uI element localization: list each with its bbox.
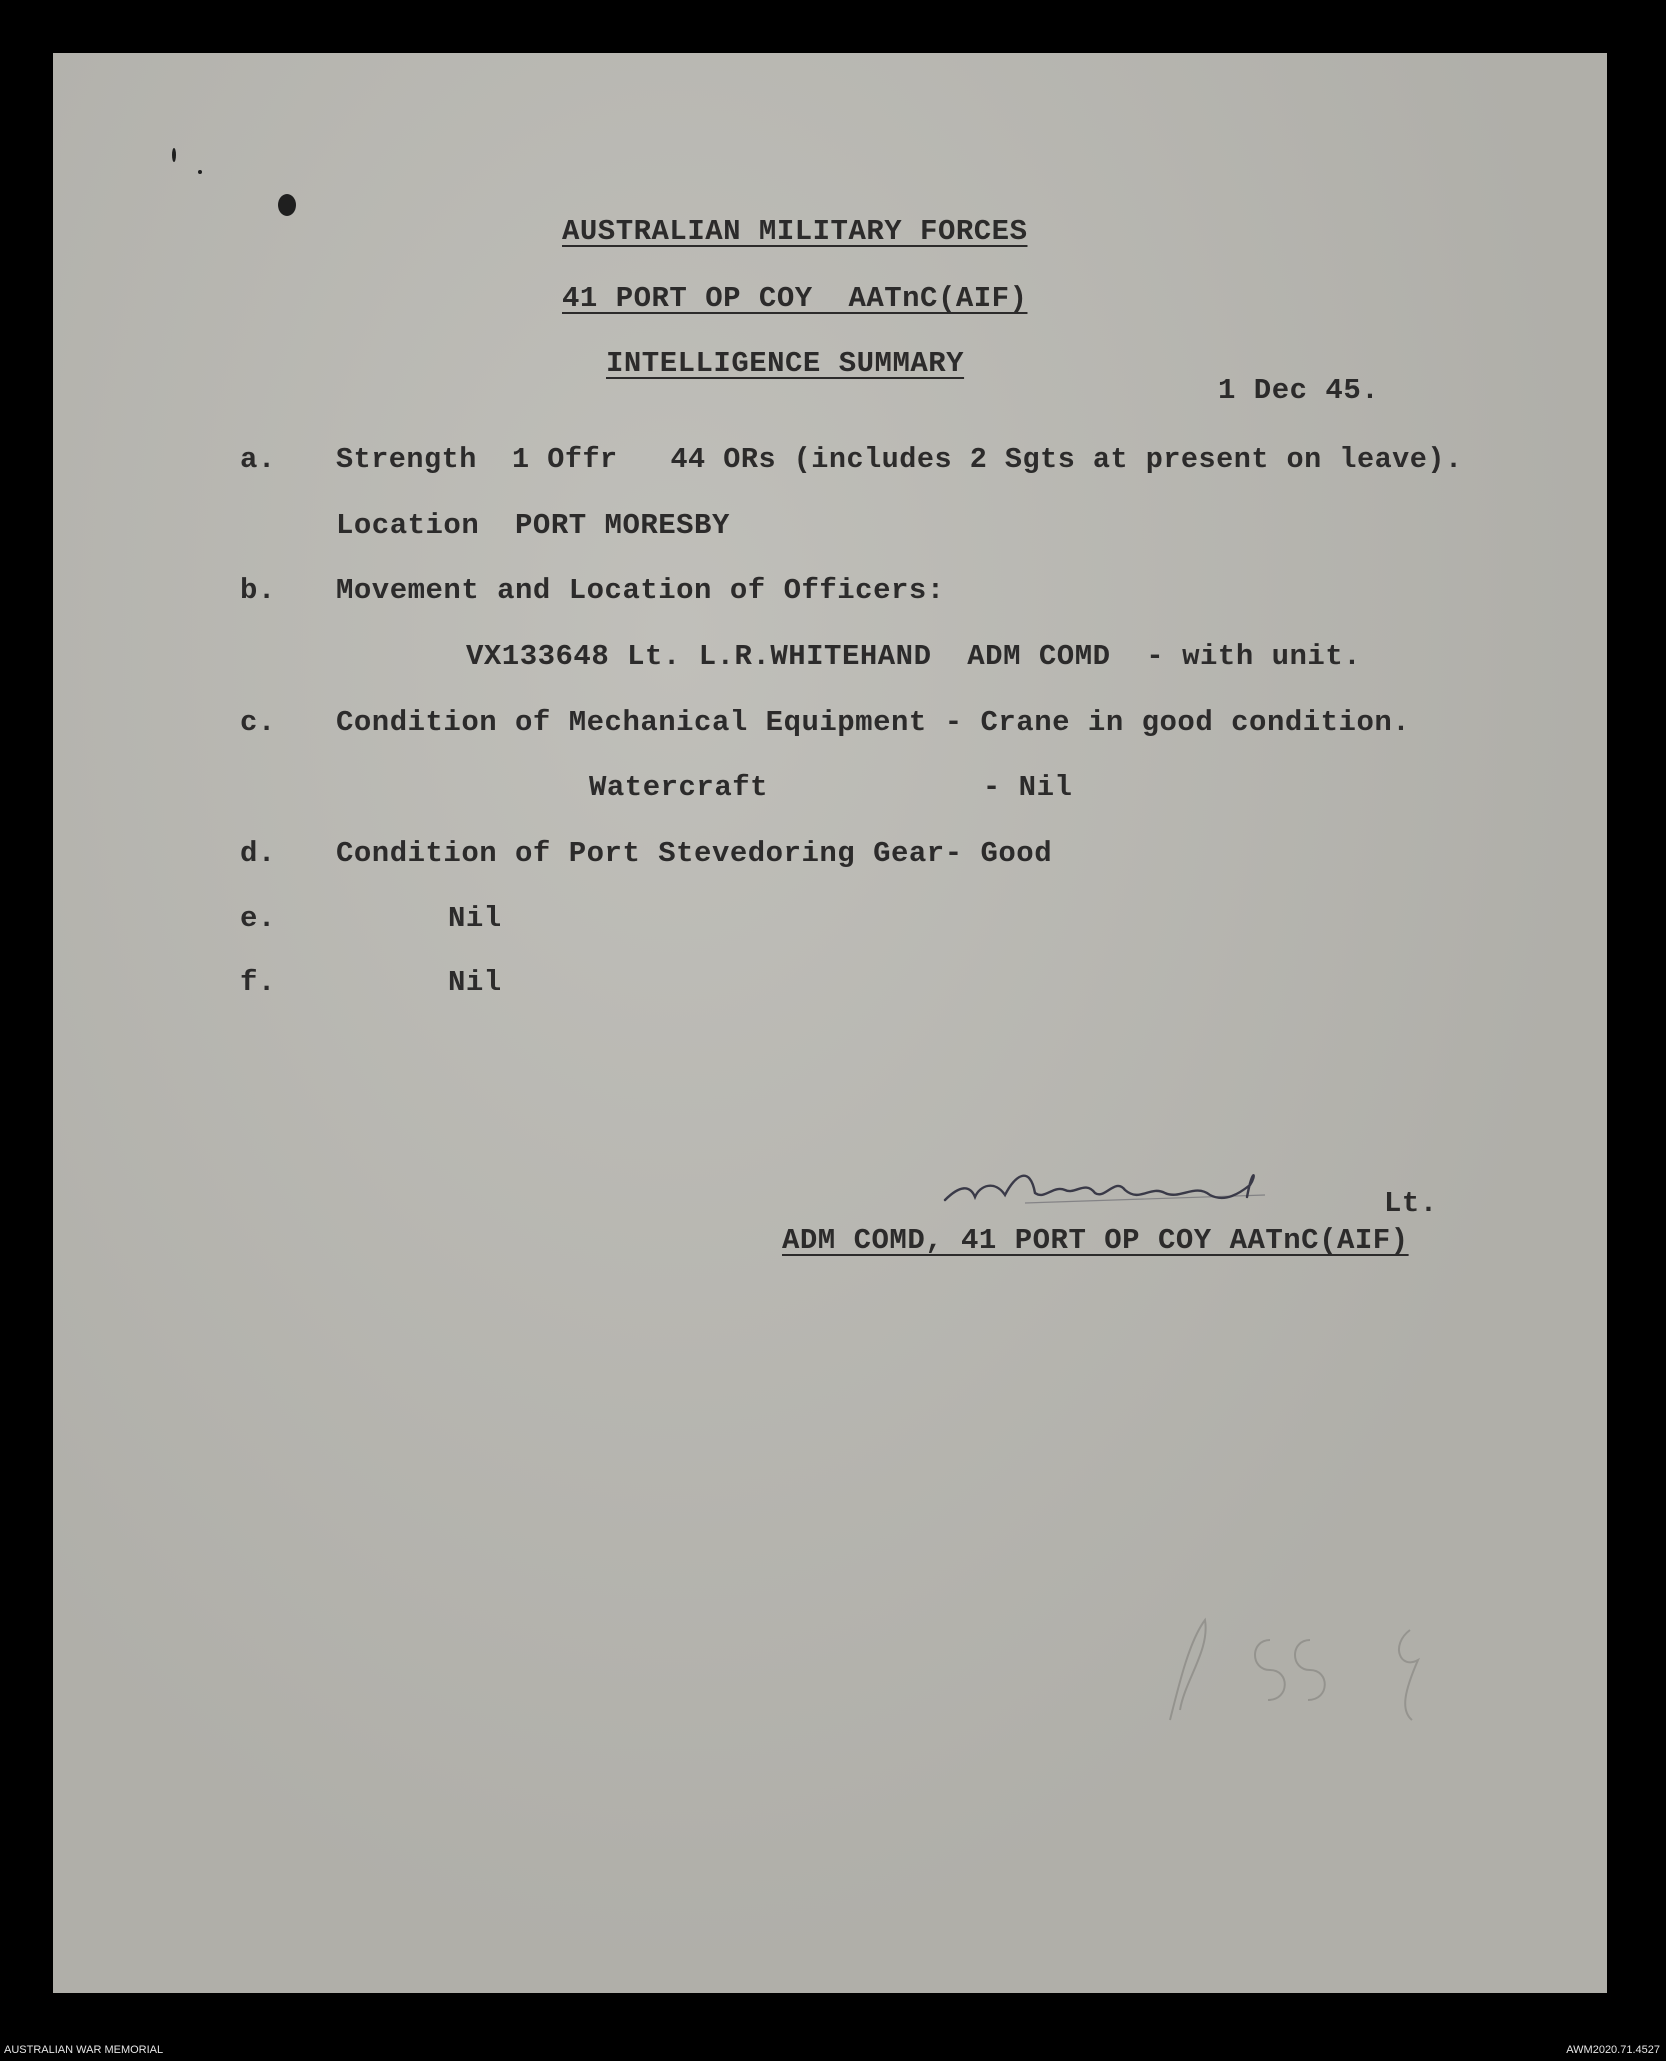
- punch-hole-mark: [278, 194, 296, 216]
- item-f-value: Nil: [448, 966, 502, 999]
- page-title: INTELLIGENCE SUMMARY: [606, 347, 965, 380]
- item-movement: Movement and Location of Officers:: [336, 574, 945, 607]
- handwritten-signature: [935, 1155, 1325, 1225]
- item-officer: VX133648 Lt. L.R.WHITEHAND ADM COMD - with unit.: [466, 640, 1362, 673]
- pencil-archive-mark: [1150, 1600, 1470, 1740]
- item-e-value: Nil: [448, 902, 502, 935]
- item-letter-c: c.: [240, 706, 276, 739]
- item-stevedoring-gear: Condition of Port Stevedoring Gear- Good: [336, 837, 1053, 870]
- item-watercraft: Watercraft - Nil: [589, 771, 1073, 804]
- item-letter-b: b.: [240, 574, 276, 607]
- item-letter-d: d.: [240, 837, 276, 870]
- header-forces: AUSTRALIAN MILITARY FORCES: [562, 215, 1028, 248]
- document-date: 1 Dec 45.: [1218, 374, 1380, 407]
- signature-rank: Lt.: [1384, 1187, 1438, 1220]
- item-mechanical-equipment: Condition of Mechanical Equipment - Crane in good condition.: [336, 706, 1411, 739]
- ink-speck: [198, 170, 202, 174]
- footer-accession-number: AWM2020.71.4527: [1566, 2044, 1660, 2056]
- signature-title: ADM COMD, 41 PORT OP COY AATnC(AIF): [782, 1224, 1409, 1257]
- item-letter-e: e.: [240, 902, 276, 935]
- item-strength: Strength 1 Offr 44 ORs (includes 2 Sgts at present on leave).: [336, 443, 1463, 476]
- ink-speck: [172, 148, 176, 162]
- header-unit: 41 PORT OP COY AATnC(AIF): [562, 282, 1028, 315]
- item-letter-a: a.: [240, 443, 276, 476]
- item-location: Location PORT MORESBY: [336, 509, 730, 542]
- footer-credit: AUSTRALIAN WAR MEMORIAL: [4, 2044, 164, 2056]
- item-letter-f: f.: [240, 966, 276, 999]
